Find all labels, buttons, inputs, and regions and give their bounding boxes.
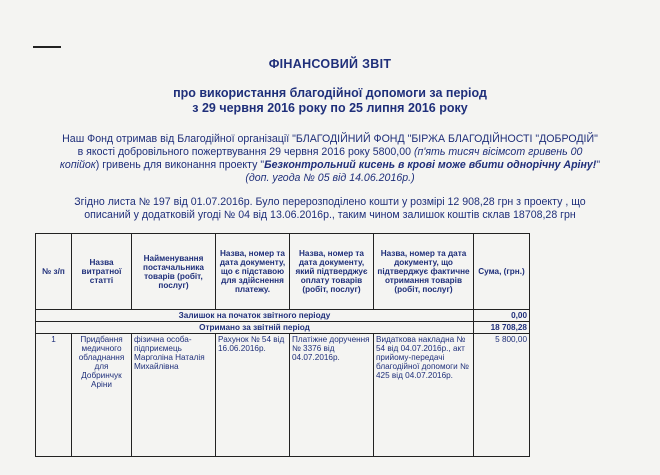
- intro-line2-text: в якості добровільного пожертвування 29 червня 2016 року 5800,00: [77, 146, 412, 158]
- expense-table: [35, 233, 530, 457]
- table-header-row: [36, 234, 530, 310]
- header-receipt-doc: Назва, номер та дата документу, що підтверджує фактичне отримання товарів (робіт, послуг): [374, 234, 474, 310]
- table-row: [36, 334, 530, 457]
- header-amount: Сума, (грн.): [474, 234, 530, 310]
- intro-paragraph: [0, 133, 660, 185]
- row-item: Придбання медичного обладнання для Добринчук Аріни: [72, 334, 132, 457]
- header-supplier: Найменування постачальника товарів (робіт, послуг): [132, 234, 216, 310]
- row-amount: 5 800,00: [474, 334, 530, 457]
- row-num: 1: [36, 334, 72, 457]
- margin-mark: [33, 46, 61, 48]
- opening-balance-value: 0,00: [474, 310, 530, 322]
- header-payment-basis: Назва, номер та дата документу, що є підставою для здійснення платежу.: [216, 234, 290, 310]
- header-item: Назва витратної статті: [72, 234, 132, 310]
- intro-line3: [0, 159, 660, 172]
- intro-line3-close: ": [596, 159, 601, 171]
- redistribution-line2: описаний у додатковій угоді № 04 від 13.06.2016р., таким чином залишок коштів склав 18708,28 грн: [84, 209, 576, 221]
- project-name: Безконтрольний кисень в крові може вбити однорічну Аріну!: [264, 159, 597, 171]
- received-value: 18 708,28: [474, 322, 530, 334]
- received-label: Отримано за звітній період: [36, 322, 474, 334]
- intro-line3-text: ) гривень для виконання проекту ": [95, 159, 265, 171]
- opening-balance-row: [36, 310, 530, 322]
- row-payment-basis: Рахунок № 54 від 16.06.2016р.: [216, 334, 290, 457]
- opening-balance-label: Залишок на початок звітного періоду: [36, 310, 474, 322]
- intro-line2-handwritten: (п'ять тисяч вісімсот гривень 00: [413, 146, 583, 158]
- report-title: ФІНАНСОВИЙ ЗВІТ: [268, 57, 392, 71]
- header-payment-doc: Назва, номер та дата документу, який підтверджує оплату товарів (робіт, послуг): [290, 234, 374, 310]
- row-payment-doc: Платіжне доручення № 3376 від 04.07.2016р.: [290, 334, 374, 457]
- intro-line4: (доп. угода № 05 від 14.06.2016р.): [245, 172, 415, 184]
- row-supplier: фізична особа-підприємець Марголіна Наталія Михайлівна: [132, 334, 216, 457]
- redistribution-line1: Згідно листа № 197 від 01.07.2016р. Було перерозподілено кошти у розмірі 12 908,28 грн з проекту , що: [74, 196, 586, 208]
- intro-line2: [0, 146, 660, 159]
- intro-line1: Наш Фонд отримав від Благодійної організації "БЛАГОДІЙНИЙ ФОНД "БІРЖА БЛАГОДІЙНОСТІ "ДОБРОДІЙ": [62, 133, 598, 145]
- row-receipt-doc: Видаткова накладна № 54 від 04.07.2016р., акт прийому-передачі благодійної допомоги № 425 від 04.07.2016р.: [374, 334, 474, 457]
- report-subtitle-line2: з 29 червня 2016 року по 25 липня 2016 року: [192, 101, 468, 115]
- redistribution-paragraph: [0, 196, 660, 222]
- report-subtitle-line1: про використання благодійної допомоги за період: [173, 86, 487, 100]
- received-row: [36, 322, 530, 334]
- intro-line3-handwritten: копійок: [59, 159, 96, 171]
- header-num: № з/п: [36, 234, 72, 310]
